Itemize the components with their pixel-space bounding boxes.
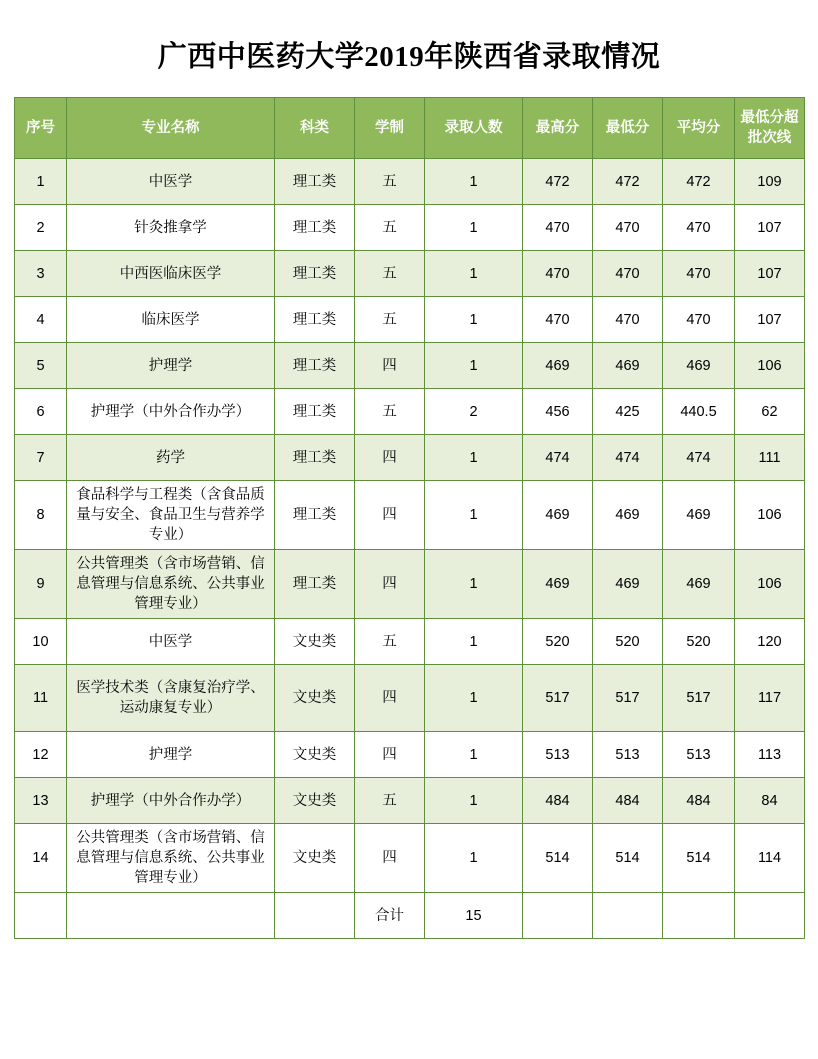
header-index: 序号 [15,98,67,159]
row-over-line: 120 [735,619,805,665]
row-system: 四 [355,481,425,550]
row-count: 1 [425,205,523,251]
row-max-score: 470 [523,251,593,297]
row-max-score: 470 [523,205,593,251]
table-row [15,665,805,732]
header-over-line [735,98,805,159]
row-count: 1 [425,665,523,732]
header-min-score: 最低分 [593,98,663,159]
row-avg-score: 469 [663,550,735,619]
row-major: 护理学 [67,732,275,778]
row-avg-score: 472 [663,159,735,205]
row-over-line: 106 [735,550,805,619]
row-max-score: 472 [523,159,593,205]
header-over-line-line2: 批次线 [747,130,792,146]
row-min-score: 470 [593,251,663,297]
row-over-line: 117 [735,665,805,732]
footer-row [15,893,805,939]
row-system: 四 [355,665,425,732]
row-avg-score: 484 [663,778,735,824]
row-count: 1 [425,824,523,893]
row-category: 理工类 [275,343,355,389]
row-count: 1 [425,251,523,297]
table-footer [15,893,805,939]
row-count: 1 [425,778,523,824]
row-max-score: 484 [523,778,593,824]
table-row [15,389,805,435]
row-count: 1 [425,343,523,389]
row-over-line: 114 [735,824,805,893]
row-max-score: 514 [523,824,593,893]
row-system: 五 [355,205,425,251]
row-avg-score: 520 [663,619,735,665]
row-over-line: 84 [735,778,805,824]
row-system: 四 [355,435,425,481]
row-category: 理工类 [275,251,355,297]
table-row [15,205,805,251]
row-system: 五 [355,389,425,435]
row-avg-score: 470 [663,297,735,343]
table-row [15,343,805,389]
row-max-score: 469 [523,550,593,619]
row-major: 护理学（中外合作办学） [67,778,275,824]
footer-empty-avg [663,893,735,939]
header-system: 学制 [355,98,425,159]
table-row [15,778,805,824]
row-index: 10 [15,619,67,665]
row-index: 8 [15,481,67,550]
row-index: 6 [15,389,67,435]
header-max-score: 最高分 [523,98,593,159]
row-count: 1 [425,481,523,550]
row-major: 医学技术类（含康复治疗学、运动康复专业） [67,665,275,732]
row-index: 1 [15,159,67,205]
row-over-line: 109 [735,159,805,205]
row-major: 公共管理类（含市场营销、信息管理与信息系统、公共事业管理专业） [67,550,275,619]
row-max-score: 470 [523,297,593,343]
row-category: 理工类 [275,159,355,205]
row-index: 14 [15,824,67,893]
page-title: 广西中医药大学2019年陕西省录取情况 [157,41,661,73]
row-max-score: 513 [523,732,593,778]
row-count: 1 [425,619,523,665]
row-min-score: 474 [593,435,663,481]
row-min-score: 470 [593,297,663,343]
row-min-score: 514 [593,824,663,893]
row-system: 四 [355,550,425,619]
row-category: 文史类 [275,732,355,778]
row-max-score: 469 [523,343,593,389]
footer-empty-over [735,893,805,939]
row-min-score: 520 [593,619,663,665]
row-major: 中医学 [67,619,275,665]
header-avg-score: 平均分 [663,98,735,159]
row-avg-score: 474 [663,435,735,481]
row-over-line: 62 [735,389,805,435]
row-major: 食品科学与工程类（含食品质量与安全、食品卫生与营养学专业） [67,481,275,550]
row-category: 理工类 [275,389,355,435]
row-count: 1 [425,297,523,343]
row-avg-score: 469 [663,343,735,389]
header-count: 录取人数 [425,98,523,159]
table-row [15,824,805,893]
row-max-score: 474 [523,435,593,481]
row-min-score: 425 [593,389,663,435]
row-count: 2 [425,389,523,435]
row-system: 五 [355,778,425,824]
row-major: 中西医临床医学 [67,251,275,297]
row-min-score: 469 [593,343,663,389]
row-index: 13 [15,778,67,824]
row-min-score: 517 [593,665,663,732]
row-over-line: 113 [735,732,805,778]
row-index: 5 [15,343,67,389]
table-row [15,251,805,297]
row-major: 中医学 [67,159,275,205]
row-avg-score: 513 [663,732,735,778]
row-major: 临床医学 [67,297,275,343]
footer-empty-major [67,893,275,939]
row-system: 五 [355,251,425,297]
row-category: 理工类 [275,435,355,481]
row-max-score: 517 [523,665,593,732]
table-row [15,159,805,205]
row-avg-score: 470 [663,251,735,297]
table-row [15,481,805,550]
row-index: 2 [15,205,67,251]
table-row [15,297,805,343]
row-over-line: 107 [735,251,805,297]
row-category: 理工类 [275,550,355,619]
row-count: 1 [425,550,523,619]
row-over-line: 107 [735,205,805,251]
footer-empty-category [275,893,355,939]
footer-empty-max [523,893,593,939]
table-row [15,732,805,778]
row-avg-score: 514 [663,824,735,893]
row-major: 针灸推拿学 [67,205,275,251]
header-row [15,98,805,159]
row-over-line: 106 [735,343,805,389]
row-index: 3 [15,251,67,297]
row-avg-score: 517 [663,665,735,732]
row-index: 4 [15,297,67,343]
row-major: 护理学 [67,343,275,389]
row-system: 四 [355,824,425,893]
table-row [15,550,805,619]
row-min-score: 469 [593,550,663,619]
table-body [15,159,805,893]
admission-table [14,97,805,939]
row-count: 1 [425,732,523,778]
row-index: 12 [15,732,67,778]
row-system: 五 [355,619,425,665]
row-over-line: 111 [735,435,805,481]
row-avg-score: 469 [663,481,735,550]
row-index: 9 [15,550,67,619]
row-category: 文史类 [275,778,355,824]
table-row [15,435,805,481]
row-min-score: 484 [593,778,663,824]
row-index: 11 [15,665,67,732]
row-min-score: 513 [593,732,663,778]
row-max-score: 469 [523,481,593,550]
row-system: 五 [355,297,425,343]
row-category: 文史类 [275,665,355,732]
row-category: 理工类 [275,205,355,251]
row-min-score: 469 [593,481,663,550]
header-over-line-line1: 最低分超 [740,110,799,126]
row-over-line: 107 [735,297,805,343]
row-major: 公共管理类（含市场营销、信息管理与信息系统、公共事业管理专业） [67,824,275,893]
row-major: 护理学（中外合作办学） [67,389,275,435]
table-row [15,619,805,665]
footer-empty-index [15,893,67,939]
table-header [15,98,805,159]
row-max-score: 520 [523,619,593,665]
row-system: 四 [355,343,425,389]
row-category: 文史类 [275,619,355,665]
header-major: 专业名称 [67,98,275,159]
row-avg-score: 470 [663,205,735,251]
footer-total-count: 15 [425,893,523,939]
row-category: 理工类 [275,297,355,343]
row-index: 7 [15,435,67,481]
row-avg-score: 440.5 [663,389,735,435]
footer-empty-min [593,893,663,939]
row-category: 文史类 [275,824,355,893]
row-major: 药学 [67,435,275,481]
row-count: 1 [425,159,523,205]
row-over-line: 106 [735,481,805,550]
footer-total-label: 合计 [355,893,425,939]
row-min-score: 472 [593,159,663,205]
row-system: 五 [355,159,425,205]
row-count: 1 [425,435,523,481]
row-system: 四 [355,732,425,778]
header-category: 科类 [275,98,355,159]
row-category: 理工类 [275,481,355,550]
row-min-score: 470 [593,205,663,251]
row-max-score: 456 [523,389,593,435]
